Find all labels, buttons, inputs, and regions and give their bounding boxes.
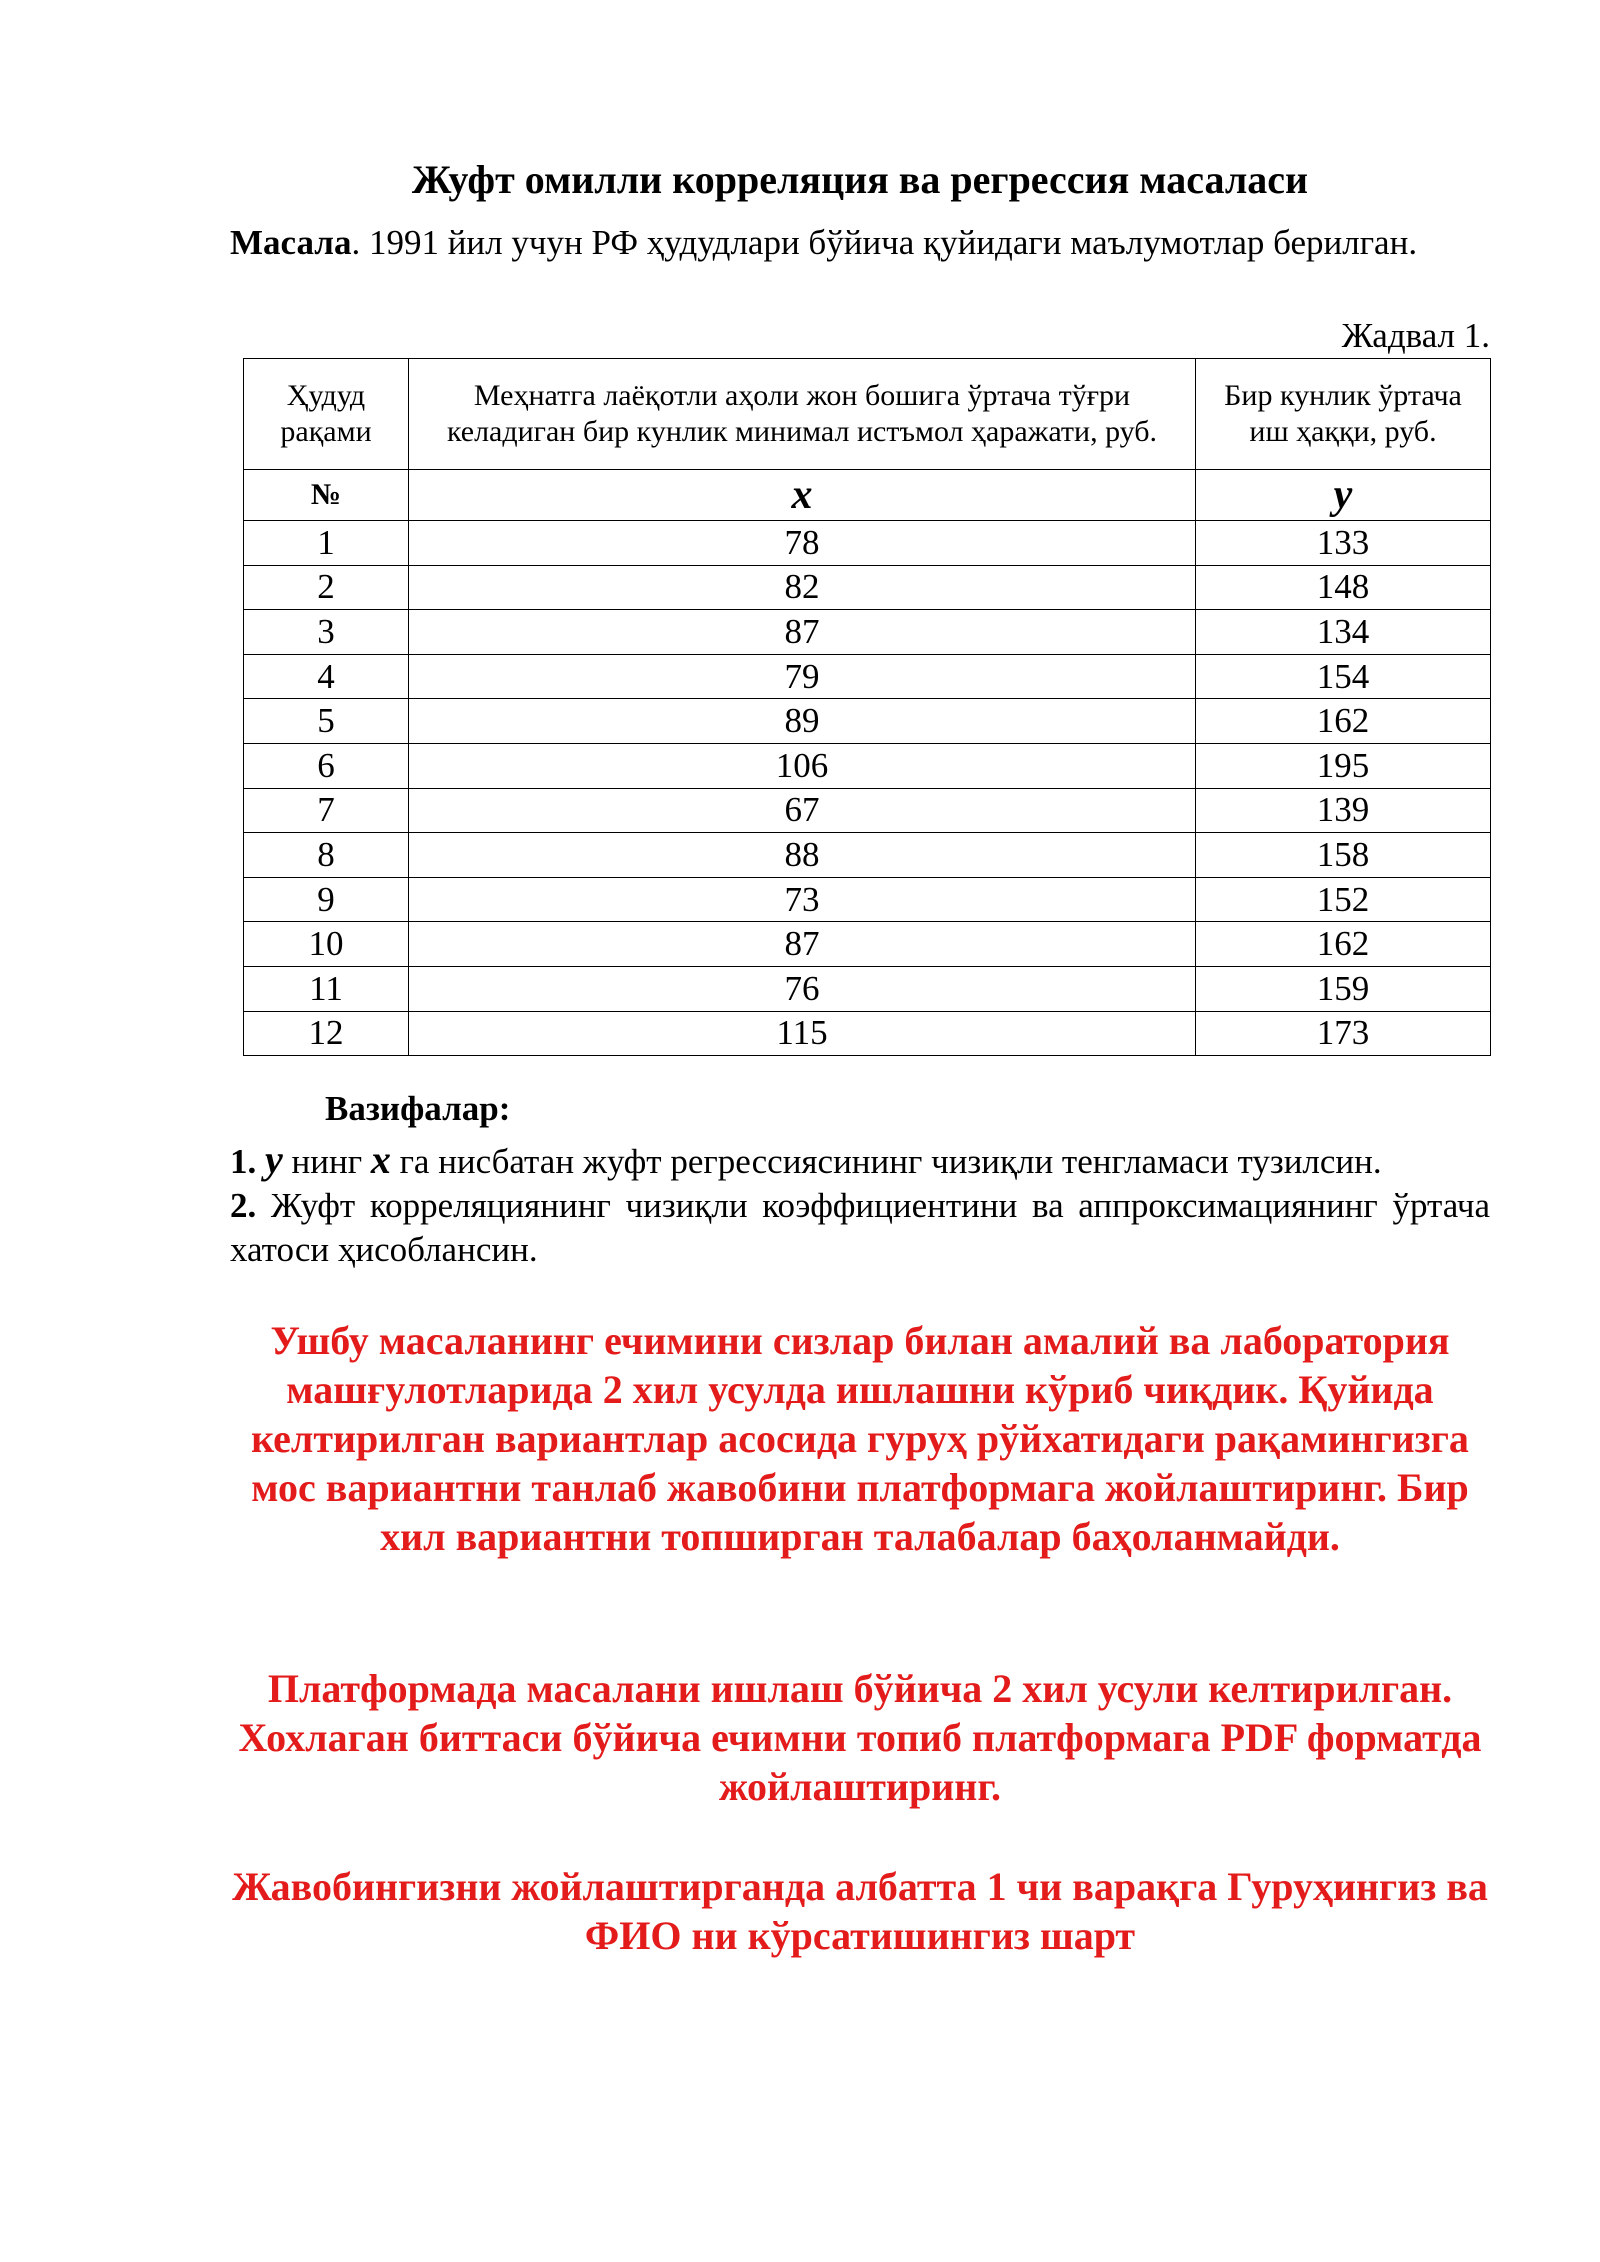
table-row: [244, 833, 1491, 878]
task-2: [230, 1184, 1490, 1272]
cell-y: 148: [1196, 565, 1491, 610]
task-2-number: 2.: [230, 1186, 257, 1225]
cell-region-number: 2: [244, 565, 409, 610]
cell-region-number: 6: [244, 743, 409, 788]
task-1-var-y: y: [265, 1137, 283, 1182]
task-1: [230, 1138, 1490, 1184]
cell-y: 152: [1196, 877, 1491, 922]
table-row: [244, 922, 1491, 967]
table-row: [244, 565, 1491, 610]
document-title: Жуфт омилли корреляция ва регрессия масаласи: [411, 157, 1309, 202]
notice-first-page: Жавобингизни жойлаштирганда албатта 1 чи варақга Гуруҳингиз ва ФИО ни кўрсатишингиз шарт: [232, 1864, 1488, 1958]
symbol-number: №: [244, 470, 409, 521]
table-row: [244, 966, 1491, 1011]
cell-x: 79: [409, 654, 1196, 699]
table-row: [244, 654, 1491, 699]
table-row: [244, 610, 1491, 655]
cell-y: 154: [1196, 654, 1491, 699]
table-symbol-row: [244, 470, 1491, 521]
table-caption: Жадвал 1.: [1341, 316, 1490, 355]
symbol-y: y: [1196, 470, 1491, 521]
cell-region-number: 1: [244, 521, 409, 566]
table-row: [244, 1011, 1491, 1056]
cell-y: 133: [1196, 521, 1491, 566]
cell-x: 115: [409, 1011, 1196, 1056]
task-1-text-b: га нисбатан жуфт регрессиясининг чизиқли тенгламаси тузилсин.: [390, 1142, 1382, 1181]
cell-y: 139: [1196, 788, 1491, 833]
cell-x: 88: [409, 833, 1196, 878]
table-row: [244, 521, 1491, 566]
cell-region-number: 7: [244, 788, 409, 833]
table-header-row: [244, 359, 1491, 470]
cell-y: 173: [1196, 1011, 1491, 1056]
data-table: [243, 358, 1491, 1056]
cell-x: 73: [409, 877, 1196, 922]
cell-region-number: 11: [244, 966, 409, 1011]
problem-label: Масала: [230, 223, 352, 262]
symbol-x: x: [409, 470, 1196, 521]
cell-y: 134: [1196, 610, 1491, 655]
cell-x: 76: [409, 966, 1196, 1011]
cell-region-number: 4: [244, 654, 409, 699]
cell-y: 162: [1196, 699, 1491, 744]
cell-region-number: 5: [244, 699, 409, 744]
header-consumption-expense: Меҳнатга лаёқотли аҳоли жон бошига ўртача тўғри келадиган бир кунлик минимал истъмол ҳаражати, руб.: [409, 359, 1196, 470]
notice-pdf-format: Платформада масалани ишлаш бўйича 2 хил усули келтирилган. Хохлаган биттаси бўйича ечимни топиб платформага PDF форматда жойлаштиринг.: [238, 1666, 1482, 1809]
notice-submission-rules: Ушбу масаланинг ечимини сизлар билан амалий ва лаборатория машғулотларида 2 хил усулда ишлашни кўриб чиқдик. Қуйида келтирилган вариантлар асосида гуруҳ рўйхатидаги рақамингизга мос вариантни танлаб жавобини платформага жойлаштиринг. Бир хил вариантни топширган талабалар баҳоланмайди.: [251, 1318, 1469, 1559]
cell-x: 82: [409, 565, 1196, 610]
tasks-heading: Вазифалар:: [325, 1089, 511, 1128]
table-row: [244, 788, 1491, 833]
cell-x: 67: [409, 788, 1196, 833]
header-daily-wage: Бир кунлик ўртача иш ҳаққи, руб.: [1196, 359, 1491, 470]
problem-text: . 1991 йил учун РФ ҳудудлари бўйича қуйидаги маълумотлар берилган.: [351, 223, 1418, 262]
cell-x: 87: [409, 610, 1196, 655]
problem-statement: [230, 222, 1490, 264]
cell-region-number: 3: [244, 610, 409, 655]
table-row: [244, 699, 1491, 744]
cell-region-number: 8: [244, 833, 409, 878]
table-row: [244, 877, 1491, 922]
task-1-var-x: x: [370, 1137, 391, 1182]
cell-region-number: 12: [244, 1011, 409, 1056]
tasks-list: [230, 1138, 1490, 1272]
task-2-text: Жуфт корреляциянинг чизиқли коэффициентини ва аппроксимациянинг ўртача хатоси ҳисоблансин.: [230, 1186, 1490, 1269]
cell-x: 89: [409, 699, 1196, 744]
table-row: [244, 743, 1491, 788]
cell-y: 195: [1196, 743, 1491, 788]
task-1-text-a: нинг: [282, 1142, 371, 1181]
cell-region-number: 10: [244, 922, 409, 967]
cell-y: 159: [1196, 966, 1491, 1011]
cell-x: 78: [409, 521, 1196, 566]
header-region-number: Ҳудуд рақами: [244, 359, 409, 470]
cell-y: 162: [1196, 922, 1491, 967]
cell-x: 106: [409, 743, 1196, 788]
cell-region-number: 9: [244, 877, 409, 922]
cell-y: 158: [1196, 833, 1491, 878]
task-1-number: 1.: [230, 1142, 257, 1181]
cell-x: 87: [409, 922, 1196, 967]
